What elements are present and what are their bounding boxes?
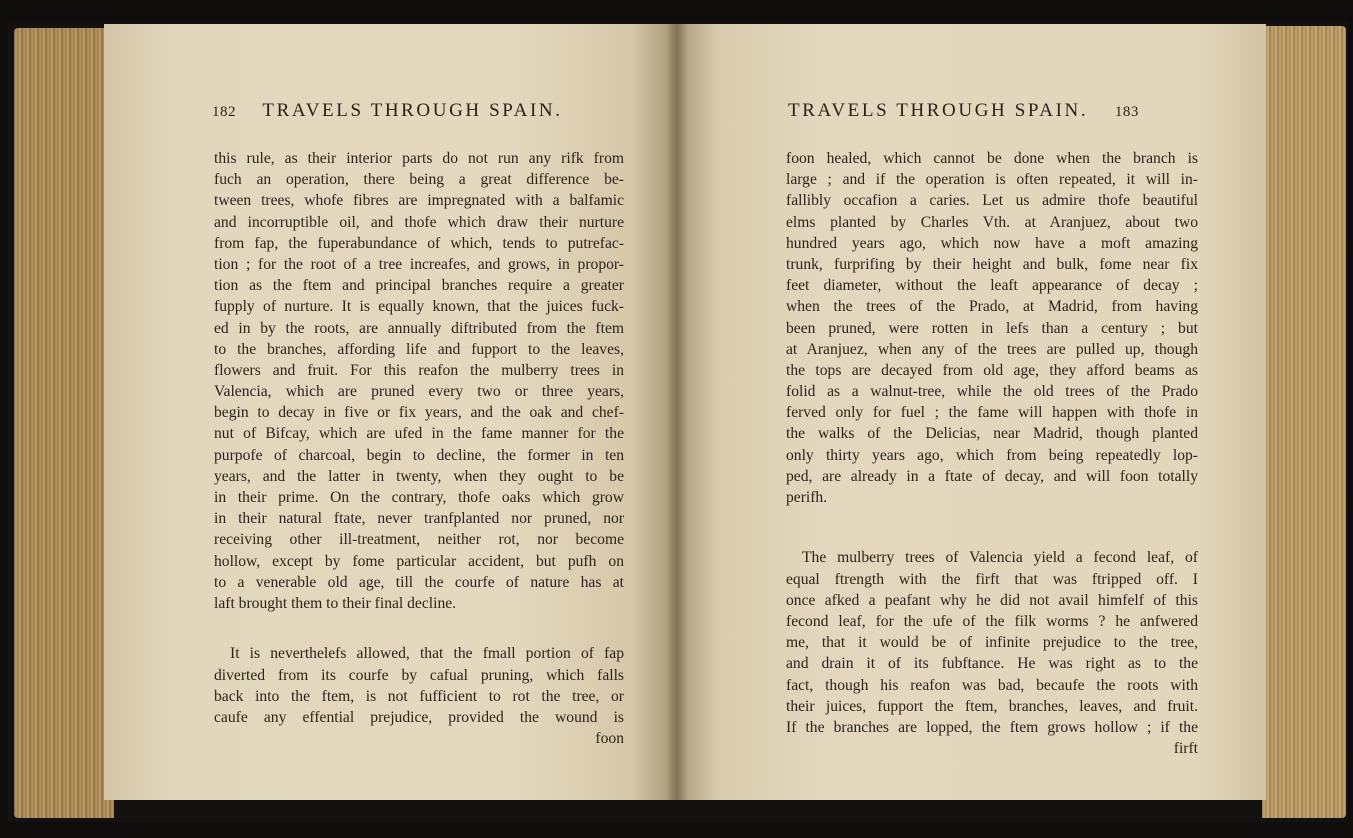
text-line: only thirty years ago, which from being repeatedly lop- xyxy=(786,446,1198,464)
right-page xyxy=(676,24,1266,800)
text-line: in their natural ftate, never tranfplanted nor pruned, nor xyxy=(214,510,624,528)
text-line: fecond leaf, for the ufe of the filk worms ? he anfwered xyxy=(786,612,1198,630)
text-line: tween trees, whofe fibres are impregnated with a balfamic xyxy=(214,192,624,210)
text-line: ed in by the roots, are annually diftributed from the ftem xyxy=(214,319,624,337)
text-line: tion as the ftem and principal branches require a greater xyxy=(214,277,624,295)
text-line: folid as a walnut-tree, while the old trees of the Prado xyxy=(786,383,1198,401)
text-line: caufe any effential prejudice, provided the wound is xyxy=(214,708,624,726)
text-line: feet diameter, without the leaft appearance of decay ; xyxy=(786,277,1198,295)
text-line: large ; and if the operation is often repeated, it will in- xyxy=(786,171,1198,189)
text-line: Valencia, which are pruned every two or three years, xyxy=(214,383,624,401)
right-folio: 183 xyxy=(1114,104,1139,120)
left-body-text xyxy=(214,148,624,749)
text-line: The mulberry trees of Valencia yield a fecond leaf, of xyxy=(802,549,1198,567)
left-running-header xyxy=(212,100,563,122)
text-line: perifh. xyxy=(786,489,828,506)
text-line: begin to decay in five or fix years, and the oak and chef- xyxy=(214,404,624,422)
text-line: laft brought them to their final decline. xyxy=(214,594,457,612)
text-line: to a venerable old age, till the courfe of nature has at xyxy=(214,573,624,591)
text-line: from fap, the fuperabundance of which, tends to putrefac- xyxy=(214,234,624,252)
text-line: nut of Bifcay, which are ufed in the fame manner for the xyxy=(214,425,624,443)
text-line: receiving other ill-treatment, neither rot, nor become xyxy=(214,531,624,549)
text-line: when the trees of the Prado, at Madrid, from having xyxy=(786,298,1198,316)
text-line: years, and the latter in twenty, when they ought to be xyxy=(214,467,624,485)
text-line: fact, though his reafon was bad, becaufe the roots with xyxy=(786,676,1198,694)
text-line: and incorruptible oil, and thofe which draw their nurture xyxy=(214,213,624,231)
left-running-head: TRAVELS THROUGH SPAIN. xyxy=(262,100,563,121)
left-folio: 182 xyxy=(212,104,236,120)
text-line: the walks of the Delicias, near Madrid, though planted xyxy=(786,425,1198,443)
left-page-edges xyxy=(14,28,114,818)
text-line: hollow, except by fome particular accident, but pufh on xyxy=(214,552,624,570)
catchword: firft xyxy=(1173,740,1198,758)
text-line: this rule, as their interior parts do not run any rifk from xyxy=(214,150,624,167)
right-running-head: TRAVELS THROUGH SPAIN. xyxy=(788,100,1089,121)
text-line: ped, are already in a ftate of decay, and will foon totally xyxy=(786,467,1198,485)
text-line: to the branches, affording life and fupport to the leaves, xyxy=(214,340,624,358)
text-line: at Aranjuez, when any of the trees are pulled up, though xyxy=(786,340,1198,358)
text-line: back into the ftem, is not fufficient to rot the tree, or xyxy=(214,687,624,705)
text-line: purpofe of charcoal, begin to decline, the former in ten xyxy=(214,446,624,464)
text-line: flowers and fruit. For this reafon the mulberry trees in xyxy=(214,361,624,379)
text-line: and drain it of its fubftance. He was right as to the xyxy=(786,655,1198,673)
right-running-header xyxy=(788,100,1139,122)
text-line: hundred years ago, which now have a moft amazing xyxy=(786,234,1198,252)
gutter xyxy=(666,24,688,800)
text-line: in their prime. On the contrary, thofe oaks which grow xyxy=(214,489,624,506)
text-line: once afked a peafant why he did not avail himfelf of this xyxy=(786,591,1198,609)
right-body-text xyxy=(786,148,1198,759)
text-line: trunk, furprifing by their height and bulk, fome near fix xyxy=(786,255,1198,273)
catchword: foon xyxy=(595,730,624,748)
text-line: tion ; for the root of a tree increafes, and grows, in propor- xyxy=(214,255,624,273)
text-line: fallibly occafion a caries. Let us admire thofe beautiful xyxy=(786,192,1198,210)
text-line: diverted from its courfe by cafual pruning, which falls xyxy=(214,666,624,684)
text-line: foon healed, which cannot be done when the branch is xyxy=(786,150,1198,167)
text-line: fupply of nurture. It is equally known, that the juices fuck- xyxy=(214,298,624,316)
text-line: their juices, fupport the ftem, branches, leaves, and fruit. xyxy=(786,697,1198,715)
text-line: ferved only for fuel ; the fame will happen with thofe in xyxy=(786,404,1198,422)
text-line: me, that it would be of infinite prejudice to the tree, xyxy=(786,634,1198,652)
right-page-edges xyxy=(1262,26,1346,818)
text-line: If the branches are lopped, the ftem grows hollow ; if the xyxy=(786,718,1198,736)
text-line: equal ftrength with the firft that was ftripped off. I xyxy=(786,570,1198,588)
text-line: been pruned, were rotten in lefs than a century ; but xyxy=(786,319,1198,337)
left-page xyxy=(104,24,676,800)
text-line: It is neverthelefs allowed, that the fmall portion of fap xyxy=(230,645,624,663)
text-line: the tops are decayed from old age, they afford beams as xyxy=(786,361,1198,379)
text-line: fuch an operation, there being a great difference be- xyxy=(214,171,624,189)
text-line: elms planted by Charles Vth. at Aranjuez, about two xyxy=(786,213,1198,231)
